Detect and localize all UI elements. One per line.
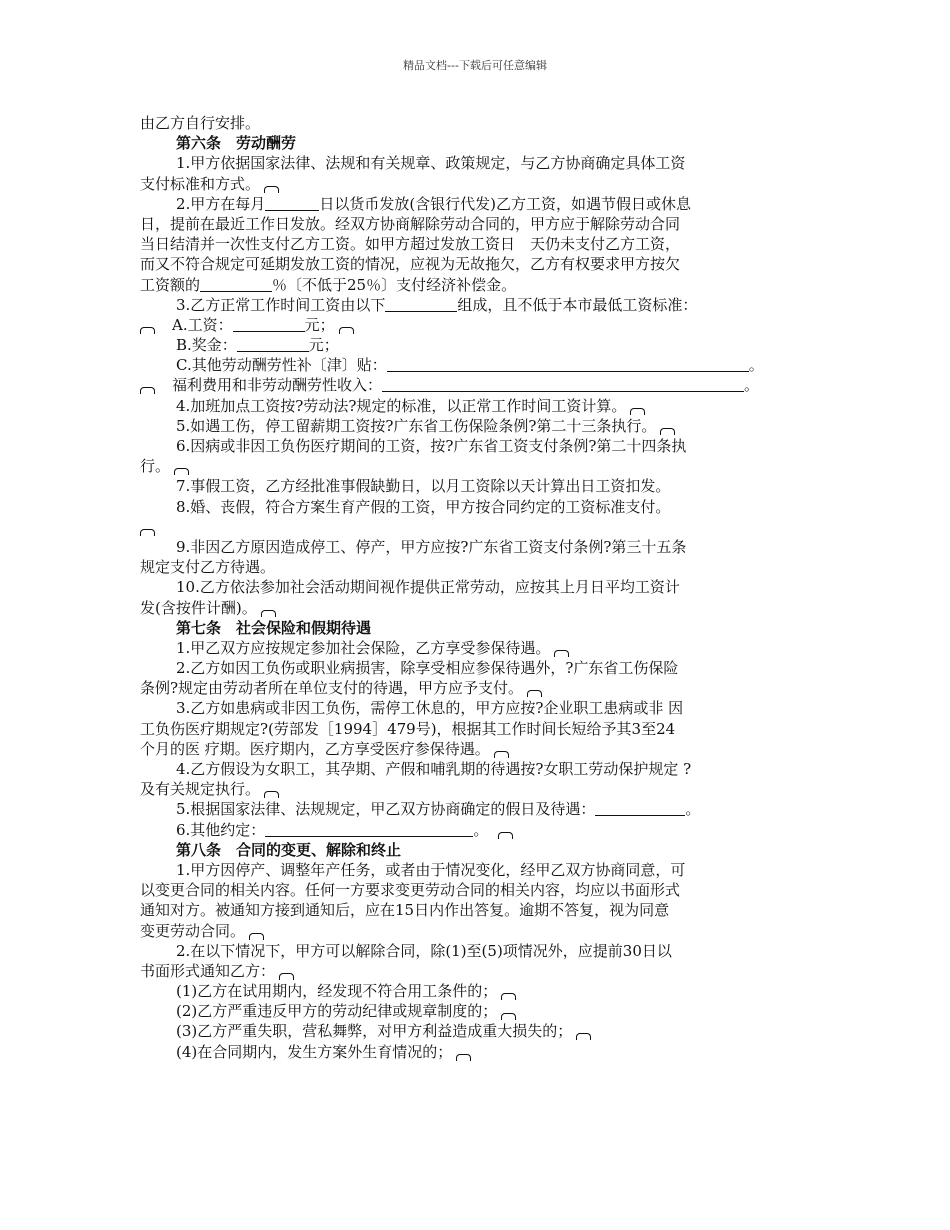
line-text: (4)在合同期内，发生方案外生育情况的； bbox=[176, 1042, 453, 1061]
line-text: 书面形式通知乙方： bbox=[140, 961, 276, 980]
line-text: 及有关规定执行。 bbox=[140, 780, 261, 799]
paragraph-mark-icon bbox=[576, 1033, 591, 1040]
blank-field[interactable] bbox=[595, 800, 685, 816]
paragraph-mark-icon bbox=[264, 186, 279, 193]
paragraph-mark-icon bbox=[174, 468, 189, 475]
paragraph-line: 日，提前在最近工作日发放。经双方协商解除劳动合同的，甲方应于解除劳动合同 bbox=[140, 214, 681, 233]
line-text: 组成，且不低于本市最低工资标准： bbox=[457, 295, 698, 314]
blank-field[interactable] bbox=[265, 821, 473, 837]
line-text: ％〔不低于25％〕支付经济补偿金。 bbox=[272, 275, 517, 294]
article-7-heading: 第七条 社会保险和假期待遇 bbox=[176, 618, 372, 637]
line-text: C.其他劳动酬劳性补〔津〕贴： bbox=[176, 356, 387, 375]
line-text: 。 bbox=[473, 820, 489, 839]
paragraph-line bbox=[140, 396, 820, 416]
paragraph-line bbox=[140, 739, 820, 759]
line-text: (2)乙方严重违反甲方的劳动纪律或规章制度的； bbox=[176, 1002, 498, 1021]
paragraph-line: 4.乙方假设为女职工，其孕期、产假和哺乳期的待遇按?女职工劳动保护规定 ? bbox=[176, 760, 692, 778]
line-text: (1)乙方在试用期内，经发现不符合用工条件的； bbox=[176, 982, 498, 1001]
paragraph-line: 而又不符合规定可延期发放工资的情况，应视为无故拖欠，乙方有权要求甲方按欠 bbox=[140, 255, 681, 274]
blank-field[interactable] bbox=[233, 316, 305, 332]
paragraph-line: 工负伤医疗期规定?(劳部发［1994］479号)，根据其工作时间长短给予其3至24 bbox=[140, 719, 676, 738]
line-text: 。 bbox=[685, 800, 701, 819]
line-text: 6.其他约定： bbox=[176, 820, 266, 839]
paragraph-line bbox=[140, 820, 820, 840]
line-text: 元； bbox=[308, 336, 339, 355]
line-text: A.工资： bbox=[172, 315, 233, 334]
line-text: 支付标准和方式。 bbox=[140, 174, 261, 193]
paragraph-line: 2.在以下情况下，甲方可以解除合同，除(1)至(5)项情况外，应提前30日以 bbox=[176, 941, 672, 960]
paragraph-mark-icon bbox=[501, 1013, 516, 1020]
blank-field[interactable] bbox=[382, 376, 744, 392]
paragraph-line bbox=[140, 375, 820, 395]
paragraph-line bbox=[140, 1042, 820, 1062]
paragraph-line: 7.事假工资，乙方经批准事假缺勤日，以月工资除以天计算出日工资扣发。 bbox=[176, 477, 671, 496]
paragraph-line bbox=[140, 799, 820, 819]
paragraph-line bbox=[140, 678, 820, 698]
paragraph-mark-icon bbox=[261, 610, 276, 617]
paragraph-line bbox=[140, 355, 820, 375]
line-text: 变更劳动合同。 bbox=[140, 921, 246, 940]
paragraph-mark-icon bbox=[501, 993, 516, 1000]
blank-field[interactable] bbox=[265, 195, 319, 211]
line-text: 发(含按件计酬)。 bbox=[140, 598, 257, 617]
article-8-heading: 第八条 合同的变更、解除和终止 bbox=[176, 840, 402, 859]
paragraph-mark-icon bbox=[630, 408, 645, 415]
blank-field[interactable] bbox=[237, 336, 309, 352]
line-text: 工资额的 bbox=[140, 275, 201, 294]
paragraph-mark-icon bbox=[140, 387, 155, 394]
line-text: 元； bbox=[304, 315, 335, 334]
blank-field[interactable] bbox=[200, 276, 272, 292]
paragraph-line bbox=[140, 275, 820, 295]
line-text: 条例?规定由劳动者所在单位支付的待遇，甲方应予支付。 bbox=[140, 679, 524, 698]
paragraph-line bbox=[140, 1001, 820, 1021]
paragraph-line bbox=[140, 194, 820, 214]
paragraph-line: 1.甲方依据国家法律、法规和有关规章、政策规定，与乙方协商确定具体工资 bbox=[176, 154, 686, 173]
paragraph-line: 由乙方自行安排。 bbox=[140, 114, 261, 132]
paragraph-line: 2.乙方如因工负伤或职业病损害，除享受相应参保待遇外，?广东省工伤保险 bbox=[176, 659, 679, 678]
blank-field[interactable] bbox=[385, 296, 457, 312]
paragraph-line: 当日结清并一次性支付乙方工资。如甲方超过发放工资日 天仍未支付乙方工资， bbox=[140, 235, 681, 254]
line-text: 日以货币发放(含银行代发)乙方工资，如遇节假日或休息 bbox=[319, 194, 692, 213]
line-text: B.奖金： bbox=[176, 336, 237, 355]
line-text: 福利费用和非劳动酬劳性收入： bbox=[172, 376, 383, 395]
line-text: 2.甲方在每月 bbox=[176, 194, 266, 213]
paragraph-line bbox=[140, 517, 820, 537]
paragraph-mark-icon bbox=[527, 690, 542, 697]
paragraph-line bbox=[140, 921, 820, 941]
paragraph-line: 以变更合同的相关内容。任何一方要求变更劳动合同的相关内容，均应以书面形式 bbox=[140, 881, 681, 900]
paragraph-line bbox=[140, 335, 820, 355]
blank-field[interactable] bbox=[387, 356, 749, 372]
paragraph-mark-icon bbox=[339, 327, 354, 334]
line-text: 。 bbox=[744, 376, 760, 395]
document-body bbox=[140, 113, 820, 1062]
paragraph-mark-icon bbox=[660, 428, 675, 435]
paragraph-line: 3.乙方如患病或非因工负伤，需停工休息的，甲方应按?企业职工患病或非 因 bbox=[176, 699, 684, 718]
paragraph-line bbox=[140, 315, 820, 335]
paragraph-mark-icon bbox=[249, 933, 264, 940]
paragraph-mark-icon bbox=[498, 832, 513, 839]
paragraph-line: 6.因病或非因工负伤医疗期间的工资，按?广东省工资支付条例?第二十四条执 bbox=[176, 437, 687, 455]
paragraph-mark-icon bbox=[456, 1054, 471, 1061]
paragraph-line bbox=[140, 174, 820, 194]
paragraph-line bbox=[140, 456, 820, 476]
paragraph-line: 1.甲方因停产、调整年产任务，或者由于情况变化，经甲乙双方协商同意，可 bbox=[176, 860, 686, 879]
paragraph-mark-icon bbox=[140, 529, 155, 536]
line-text: 3.乙方正常工作时间工资由以下 bbox=[176, 295, 386, 314]
line-text: 行。 bbox=[140, 457, 171, 476]
line-text: 。 bbox=[748, 356, 764, 375]
paragraph-line bbox=[140, 981, 820, 1001]
paragraph-mark-icon bbox=[494, 751, 509, 758]
paragraph-line bbox=[140, 779, 820, 799]
paragraph-line: 10.乙方依法参加社会活动期间视作提供正常劳动，应按其上月日平均工资计 bbox=[176, 578, 680, 597]
line-text: 5.根据国家法律、法规规定，甲乙双方协商确定的假日及待遇： bbox=[176, 800, 596, 819]
paragraph-line: 8.婚、丧假，符合方案生育产假的工资，甲方按合同约定的工资标准支付。 bbox=[176, 497, 671, 516]
page-header: 精品文档---下载后可任意编辑 bbox=[403, 59, 547, 72]
line-text: 个月的医 疗期。医疗期内，乙方享受医疗参保待遇。 bbox=[140, 739, 490, 758]
paragraph-line bbox=[140, 638, 820, 658]
paragraph-line bbox=[140, 598, 820, 618]
line-text: 5.如遇工伤，停工留薪期工资按?广东省工伤保险条例?第二十三条执行。 bbox=[176, 416, 657, 435]
paragraph-line bbox=[140, 416, 820, 436]
paragraph-mark-icon bbox=[264, 791, 279, 798]
paragraph-line bbox=[140, 1021, 820, 1041]
line-text: (3)乙方严重失职，营私舞弊，对甲方利益造成重大损失的； bbox=[176, 1022, 573, 1041]
paragraph-mark-icon bbox=[554, 650, 569, 657]
paragraph-line: 规定支付乙方待遇。 bbox=[140, 558, 276, 577]
line-text: 4.加班加点工资按?劳动法?规定的标准，以正常工作时间工资计算。 bbox=[176, 396, 627, 415]
paragraph-line bbox=[140, 961, 820, 981]
paragraph-mark-icon bbox=[279, 973, 294, 980]
article-6-heading: 第六条 劳动酬劳 bbox=[176, 134, 297, 153]
paragraph-line: 9.非因乙方原因造成停工、停产，甲方应按?广东省工资支付条例?第三十五条 bbox=[176, 537, 687, 556]
paragraph-mark-icon bbox=[140, 327, 155, 334]
line-text: 1.甲乙双方应按规定参加社会保险，乙方享受参保待遇。 bbox=[176, 638, 551, 657]
paragraph-line bbox=[140, 295, 820, 315]
paragraph-line: 通知对方。被通知方接到通知后，应在15日内作出答复。逾期不答复，视为同意 bbox=[140, 901, 670, 920]
